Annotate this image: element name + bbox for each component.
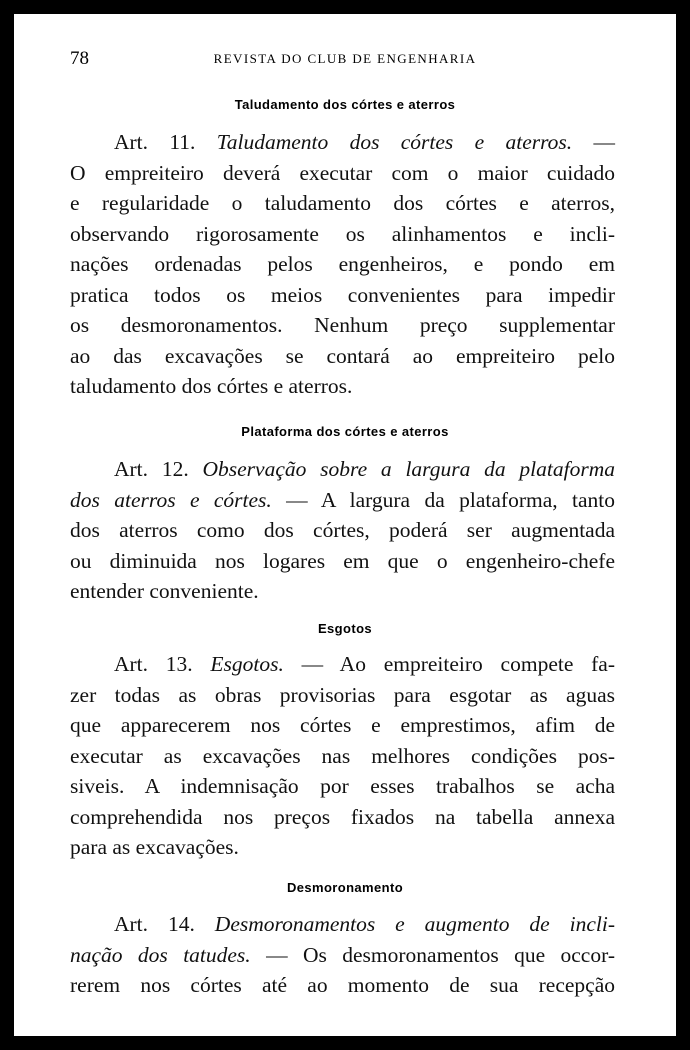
- text-line: os desmoronamentos. Nenhum preço supplementar: [70, 313, 615, 337]
- text-line: O empreiteiro deverá executar com o maior cuidado: [70, 160, 615, 185]
- page-header: [14, 48, 676, 70]
- article-title: nação dos tatudes.: [70, 942, 251, 967]
- text-line: taludamento dos córtes e aterros.: [70, 374, 353, 398]
- article-text: —: [572, 130, 615, 154]
- page-number: 78: [70, 48, 89, 69]
- article-number: Art. 12.: [114, 457, 203, 481]
- text-line: pratica todos os meios convenientes para impedir: [70, 282, 615, 307]
- article-paragraph: [70, 127, 615, 402]
- running-title: REVISTA DO CLUB DE ENGENHARIA: [213, 51, 477, 66]
- article-text: — Os desmoronamentos que occor-: [250, 942, 615, 967]
- section-heading: Plataforma dos córtes e aterros: [241, 424, 449, 439]
- article-number: Art. 14.: [114, 912, 215, 936]
- article-paragraph: [70, 909, 615, 1001]
- text-line: e regularidade o taludamento dos córtes e aterros,: [70, 191, 615, 215]
- article-paragraph: [70, 649, 615, 863]
- text-line: nações ordenadas pelos engenheiros, e pondo em: [70, 252, 615, 276]
- text-line: ou diminuida nos logares em que o engenheiro-chefe: [70, 548, 615, 573]
- text-line: [70, 454, 615, 485]
- text-line: entender conveniente.: [70, 579, 259, 603]
- text-line: siveis. A indemnisação por esses trabalhos se acha: [70, 774, 615, 798]
- book-page: [14, 14, 676, 1036]
- article-title: Esgotos.: [210, 652, 284, 676]
- text-line: que apparecerem nos córtes e emprestimos, afim de: [70, 713, 615, 737]
- text-line: comprehendida nos preços fixados na tabella annexa: [70, 804, 615, 829]
- text-line: [70, 909, 615, 940]
- text-line: executar as excavações nas melhores condições pos-: [70, 743, 615, 768]
- text-line: [70, 649, 615, 680]
- article-title: Desmoronamentos e augmento de incli-: [214, 912, 615, 936]
- article-number: Art. 11.: [114, 130, 217, 154]
- article-title: dos aterros e córtes.: [70, 487, 272, 512]
- section-heading: Desmoronamento: [286, 880, 404, 895]
- text-line: [70, 940, 615, 971]
- article-number: Art. 13.: [114, 652, 211, 676]
- text-line: [70, 127, 615, 158]
- text-line: para as excavações.: [70, 835, 239, 859]
- article-text: — Ao empreiteiro compete fa-: [283, 652, 615, 676]
- text-line: [70, 485, 615, 516]
- text-line: rerem nos córtes até ao momento de sua recepção: [70, 973, 615, 997]
- text-line: dos aterros como dos córtes, poderá ser augmentada: [70, 518, 615, 542]
- article-text: — A largura da plataforma, tanto: [271, 487, 615, 512]
- text-line: observando rigorosamente os alinhamentos e incli-: [70, 221, 615, 246]
- text-line: ao das excavações se contará ao empreiteiro pelo: [70, 343, 615, 368]
- article-title: Observação sobre a largura da plataforma: [202, 457, 615, 481]
- section-heading: Esgotos: [317, 621, 373, 636]
- article-paragraph: [70, 454, 615, 607]
- text-line: zer todas as obras provisorias para esgotar as aguas: [70, 682, 615, 707]
- article-title: Taludamento dos córtes e aterros.: [216, 130, 573, 154]
- section-heading: Taludamento dos córtes e aterros: [234, 97, 456, 112]
